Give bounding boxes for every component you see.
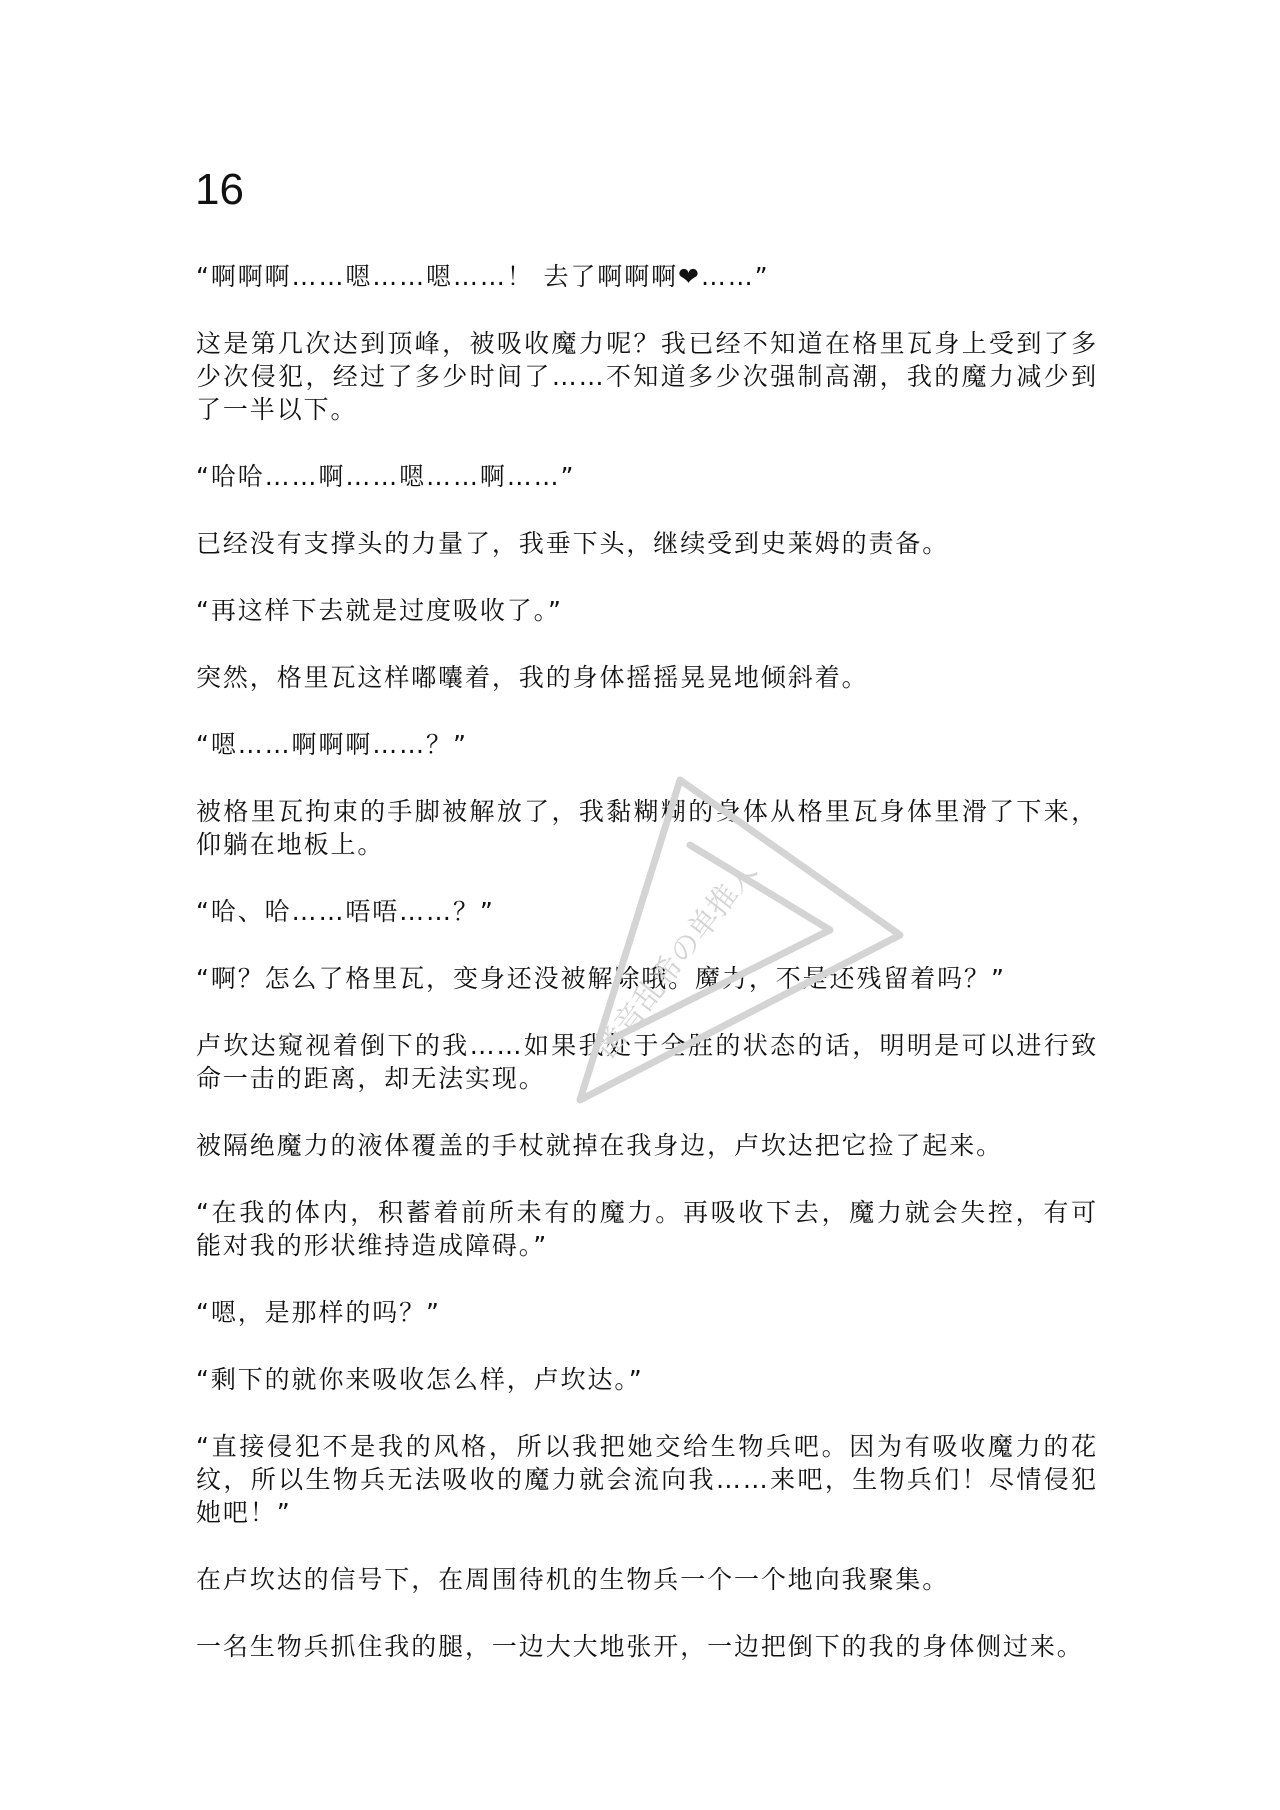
paragraph: 被格里瓦拘束的手脚被解放了，我黏糊糊的身体从格里瓦身体里滑了下来，仰躺在地板上。 [196, 797, 1098, 859]
paragraph: “剩下的就你来吸收怎么样，卢坎达。” [196, 1365, 644, 1394]
paragraph: “嗯，是那样的吗？” [196, 1298, 441, 1327]
paragraph: “在我的体内，积蓄着前所未有的魔力。再吸收下去，魔力就会失控，有可能对我的形状维持造成障碍。” [196, 1198, 1098, 1260]
paragraph: 卢坎达窥视着倒下的我……如果我处于全胜的状态的话，明明是可以进行致命一击的距离，却无法实现。 [196, 1031, 1098, 1093]
paragraph: “直接侵犯不是我的风格，所以我把她交给生物兵吧。因为有吸收魔力的花纹，所以生物兵无法吸收的魔力就会流向我……来吧，生物兵们！尽情侵犯她吧！” [196, 1432, 1098, 1527]
paragraph: 这是第几次达到顶峰，被吸收魔力呢？我已经不知道在格里瓦身上受到了多少次侵犯，经过了多少时间了……不知道多少次强制高潮，我的魔力减少到了一半以下。 [196, 329, 1098, 424]
paragraph: “哈、哈……唔唔……？” [196, 897, 495, 926]
paragraph: “嗯……啊啊啊……？” [196, 730, 468, 759]
paragraph: 已经没有支撑头的力量了，我垂下头，继续受到史莱姆的责备。 [196, 529, 950, 558]
chapter-title: 16 [195, 165, 244, 214]
paragraph: “啊？怎么了格里瓦，变身还没被解除哦。魔力，不是还残留着吗？” [196, 964, 1006, 993]
paragraph: 一名生物兵抓住我的腿，一边大大地张开，一边把倒下的我的身体侧过来。 [196, 1632, 1084, 1661]
paragraph: “再这样下去就是过度吸收了。” [196, 596, 563, 625]
paragraph: 被隔绝魔力的液体覆盖的手杖就掉在我身边，卢坎达把它捡了起来。 [196, 1131, 1004, 1160]
paragraph: 在卢坎达的信号下，在周围待机的生物兵一个一个地向我聚集。 [196, 1565, 950, 1594]
chapter-body [196, 260, 1098, 1697]
paragraph: 突然，格里瓦这样嘟囔着，我的身体摇摇晃晃地倾斜着。 [196, 663, 869, 692]
watermark-text: 凿音乱希の单推人 [588, 854, 765, 1065]
paragraph: “哈哈……啊……嗯……啊……” [196, 462, 576, 491]
paragraph: “啊啊啊……嗯……嗯……！ 去了啊啊啊❤……” [196, 262, 770, 291]
